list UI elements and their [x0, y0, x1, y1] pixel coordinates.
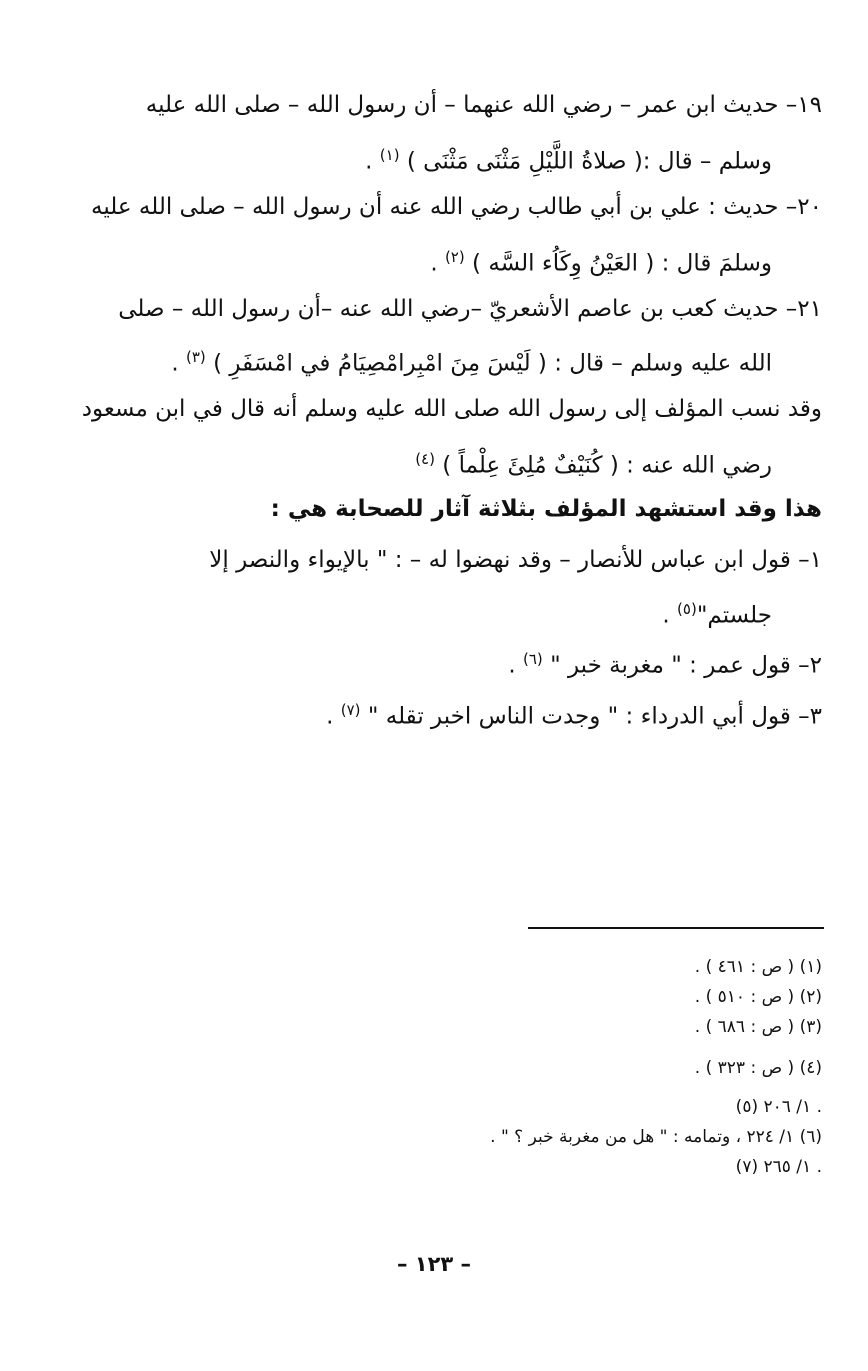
section-heading	[271, 492, 822, 526]
footnote-5: (٥) ١/ ٢٠٦ .	[735, 1097, 822, 1117]
hadith-20-line-2: وسلمَ قال : ( العَيْنُ وِكَاُء السَّه ) $^{(٢)}$ .	[430, 248, 772, 277]
text: وسلم – قال :( صلاةُ اللَّيْلِ مَثْنَى مَثْنَى )	[406, 148, 772, 175]
text: الله عليه وسلم – قال : ( لَيْسَ مِنَ امْبِرامْصِيَامُ في امْسَفَرِ )	[213, 350, 772, 377]
hadith-20-line-1	[91, 190, 822, 224]
athar-1-line-2: جلستم"$^{(٥)}$ .	[662, 600, 772, 629]
text: ٢٠– حديث : علي بن أبي طالب رضي الله عنه أن رسول الله – صلى الله عليه	[90, 194, 822, 220]
footnote-ref-1[interactable]: (١)	[379, 146, 400, 164]
footnote-4: (٤) ( ص : ٣٢٣ ) .	[694, 1058, 822, 1078]
footnote-ref-5[interactable]: (٥)	[677, 600, 697, 618]
footnote-ref-7[interactable]: (٧)	[340, 701, 361, 719]
text: جلستم"	[696, 602, 772, 629]
footnote-ref-2[interactable]: (٢)	[444, 248, 465, 266]
athar-1-line-1	[209, 543, 822, 577]
hadith-21-line-2: الله عليه وسلم – قال : ( لَيْسَ مِنَ امْبِرامْصِيَامُ في امْسَفَرِ ) $^{(٣)}$ .	[171, 348, 772, 377]
footnote-ref-3[interactable]: (٣)	[186, 348, 206, 366]
text: ٢– قول عمر : " مغربة خبر "	[550, 652, 822, 679]
heading-text: هذا وقد استشهد المؤلف بثلاثة آثار للصحابة هي :	[270, 496, 822, 522]
hadith-19-line-1	[146, 88, 822, 122]
athar-2: ٢– قول عمر : " مغربة خبر " $^{(٦)}$ .	[508, 650, 822, 679]
text: ١– قول ابن عباس للأنصار – وقد نهضوا له – : " بالإيواء والنصر إلا	[209, 547, 822, 573]
footnote-3: (٣) ( ص : ٦٨٦ ) .	[694, 1017, 822, 1037]
text: وسلمَ قال : ( العَيْنُ وِكَاُء السَّه )	[472, 250, 772, 277]
page-number: – ١٢٣ –	[396, 1252, 472, 1276]
text: وقد نسب المؤلف إلى رسول الله صلى الله عليه وسلم أنه قال في ابن مسعود	[81, 396, 822, 422]
footnote-2: (٢) ( ص : ٥١٠ ) .	[694, 987, 822, 1007]
footnote-7: (٧) ١/ ٢٦٥ .	[735, 1157, 822, 1177]
footnote-divider	[528, 927, 824, 929]
ibn-masud-line-2	[415, 442, 772, 483]
text: ٣– قول أبي الدرداء : " وجدت الناس اخبر تقله "	[367, 703, 822, 730]
text: رضي الله عنه : ( كُنَيْفٌ مُلِئَ عِلْماً )	[442, 452, 772, 479]
ibn-masud-line-1	[82, 392, 822, 426]
footnote-1: (١) ( ص : ٤٦١ ) .	[694, 957, 822, 977]
text: ١٩– حديث ابن عمر – رضي الله عنهما – أن رسول الله – صلى الله عليه	[145, 92, 822, 118]
hadith-21-line-1	[118, 292, 822, 326]
footnote-ref-6[interactable]: (٦)	[522, 650, 543, 668]
hadith-19-line-2: وسلم – قال :( صلاةُ اللَّيْلِ مَثْنَى مَثْنَى ) $^{(١)}$ .	[365, 146, 772, 175]
text: ٢١– حديث كعب بن عاصم الأشعريّ –رضي الله عنه –أن رسول الله – صلى	[118, 296, 822, 322]
athar-3: ٣– قول أبي الدرداء : " وجدت الناس اخبر تقله " $^{(٧)}$ .	[326, 701, 822, 730]
footnote-ref-4[interactable]: (٤)	[415, 450, 435, 468]
footnote-6: (٦) ١/ ٢٢٤ ، وتمامه : " هل من مغربة خبر ؟ " .	[490, 1127, 822, 1147]
